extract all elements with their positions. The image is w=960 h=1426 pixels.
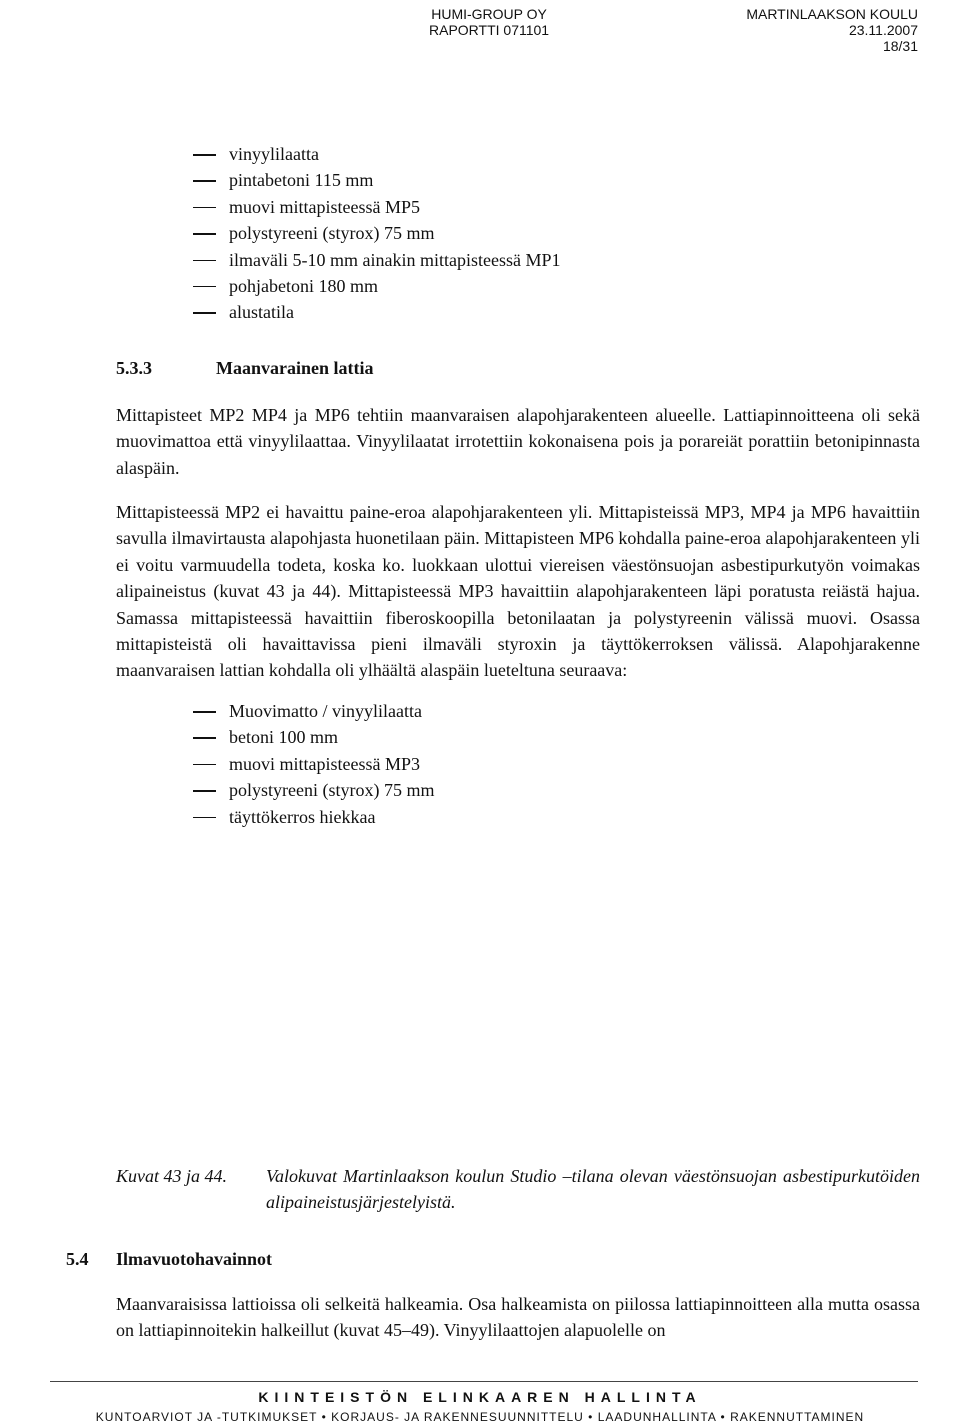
list-item: Muovimatto / vinyylilaatta [193,698,434,724]
dash-bullet-icon [193,260,216,262]
list-item: muovi mittapisteessä MP3 [193,751,434,777]
school-name: MARTINLAAKSON KOULU [746,6,918,22]
paragraph-3: Maanvaraisissa lattioissa oli selkeitä halkeamia. Osa halkeamista on piilossa lattiapinnoitteen alla mutta osassa on lattiapinnoitekin halkeillut (kuvat 45–49). Vinyylilaattojen alapuolelle on [116,1294,920,1341]
list-item: täyttökerros hiekkaa [193,804,434,830]
structure-list-1 [193,141,560,326]
dash-bullet-icon [193,154,216,156]
paragraph-2: Mittapisteessä MP2 ei havaittu paine-eroa alapohjarakenteen yli. Mittapisteissä MP3, MP4 ja MP6 havaittiin savulla ilmavirtausta alapohjasta huonetilaan päin. Mittapisteen MP6 kohdalla paine-eroa alapohjarakenteen yli ei voitu varmuudella todeta, koska ko. luokkaan ulottui viereisen väestönsuojan asbestipurkutyön voimakas alipaineistus (kuvat 43 ja 44). Mittapisteessä MP3 havaittiin alapohjarakenteen läpi poratusta reiästä hajua. Samassa mittapisteessä havaittiin fiberoskoopilla betonilaatan ja polystyreenin välissä muovi. Osassa mittapisteistä oli havaittavissa pieni ilmaväli styroxin ja täyttökerroksen välissä. Alapohjarakenne maanvaraisen lattian kohdalla oli ylhäältä alaspäin lueteltuna seuraava: [116,502,920,681]
caption-label: Kuvat 43 ja 44. [116,1166,227,1186]
list-item: alustatila [193,299,560,325]
list-item: muovi mittapisteessä MP5 [193,194,560,220]
header-left [429,6,549,38]
dash-bullet-icon [193,207,216,209]
list-item: pintabetoni 115 mm [193,167,560,193]
list-item: ilmaväli 5-10 mm ainakin mittapisteessä MP1 [193,247,560,273]
caption-text: Valokuvat Martinlaakson koulun Studio –tilana olevan väestönsuojan asbestipurkutöiden alipaineistusjärjestelyistä. [266,1166,920,1212]
section-number: 5.4 [66,1249,89,1269]
footer-divider [50,1381,918,1382]
dash-bullet-icon [193,286,216,288]
list-item: polystyreeni (styrox) 75 mm [193,777,434,803]
dash-bullet-icon [193,312,216,314]
dash-bullet-icon [193,817,216,819]
section-heading-533 [116,355,374,381]
list-item: betoni 100 mm [193,724,434,750]
structure-list-2 [193,698,434,830]
footer-title: KIINTEISTÖN ELINKAAREN HALLINTA [258,1389,702,1405]
dash-bullet-icon [193,790,216,792]
header-right [746,6,918,54]
list-item: polystyreeni (styrox) 75 mm [193,220,560,246]
section-heading-54 [66,1246,272,1272]
section-title: Maanvarainen lattia [216,358,374,378]
list-item: vinyylilaatta [193,141,560,167]
dash-bullet-icon [193,711,216,713]
dash-bullet-icon [193,233,216,235]
list-item: pohjabetoni 180 mm [193,273,560,299]
page-number: 18/31 [882,38,918,54]
report-number: RAPORTTI 071101 [429,22,550,38]
section-title: Ilmavuotohavainnot [116,1249,273,1269]
company-name: HUMI-GROUP OY [431,6,547,22]
dash-bullet-icon [193,764,216,766]
footer-services: KUNTOARVIOT JA -TUTKIMUKSET • KORJAUS- JA RAKENNESUUNNITTELU • LAADUNHALLINTA • RAKENNUTTAMINEN [95,1410,865,1424]
dash-bullet-icon [193,737,216,739]
report-date: 23.11.2007 [848,22,918,38]
section-number: 5.3.3 [116,358,152,378]
dash-bullet-icon [193,180,216,182]
paragraph-1: Mittapisteet MP2 MP4 ja MP6 tehtiin maanvaraisen alapohjarakenteen alueelle. Lattiapinnoitteena oli sekä muovimattoa että vinyylilaattaa. Vinyylilaatat irrotettiin kokonaisena pois ja porareiät porattiin betonipinnasta alaspäin. [116,405,920,478]
